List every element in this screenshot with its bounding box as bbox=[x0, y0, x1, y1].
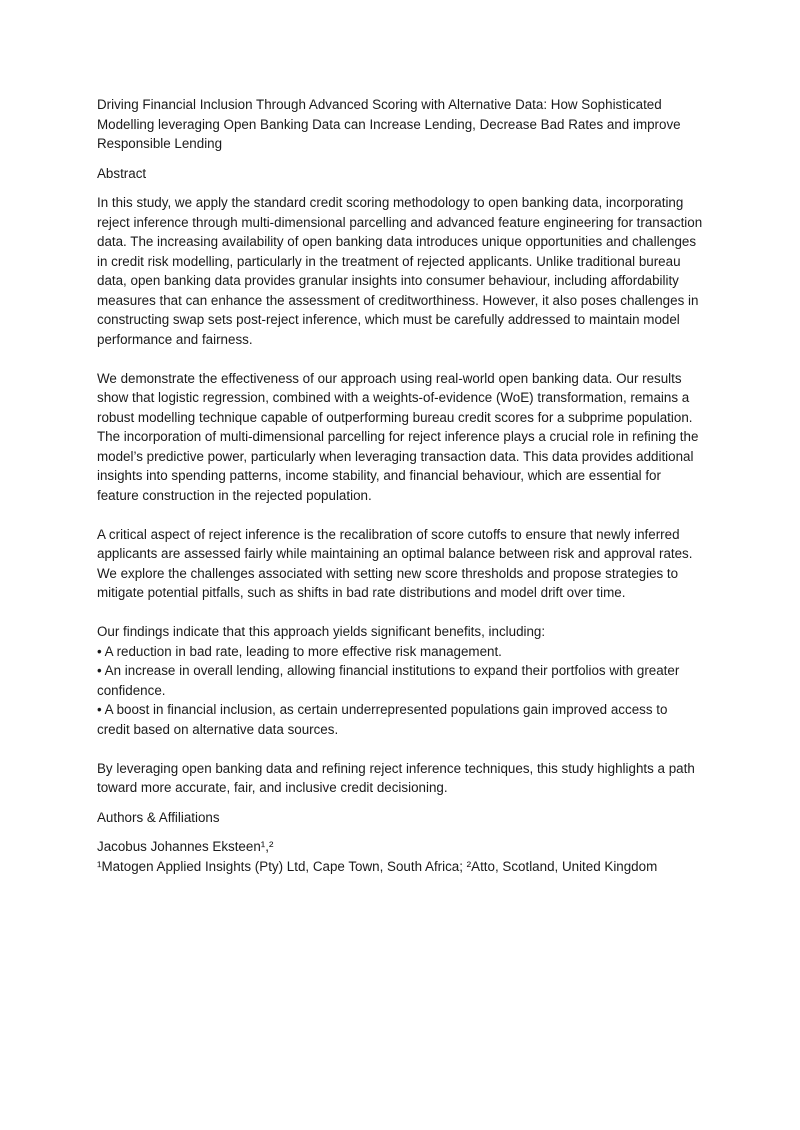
paper-title: Driving Financial Inclusion Through Advanced Scoring with Alternative Data: How Sophisticated Modelling leveraging Open Banking Data can Increase Lending, Decrease Bad Rates and improve Responsible Lending bbox=[97, 97, 681, 151]
findings-list bbox=[97, 622, 703, 739]
list-item: • An increase in overall lending, allowing financial institutions to expand their portfolios with greater confidence. bbox=[97, 663, 680, 698]
list-item: • A boost in financial inclusion, as certain underrepresented populations gain improved access to credit based on alternative data sources. bbox=[97, 702, 668, 737]
document-page bbox=[97, 95, 703, 876]
abstract-paragraph-1: In this study, we apply the standard credit scoring methodology to open banking data, incorporating reject inference through multi-dimensional parcelling and advanced feature engineering for transaction data. The increasing availability of open banking data introduces unique opportunities and challenges in credit risk modelling, particularly in the treatment of rejected applicants. Unlike traditional bureau data, open banking data provides granular insights into consumer behaviour, including affordability measures that can enhance the assessment of creditworthiness. However, it also poses challenges in constructing swap sets post-reject inference, which must be carefully addressed to maintain model performance and fairness. bbox=[97, 195, 703, 347]
author-line: Jacobus Johannes Eksteen¹,² bbox=[97, 839, 274, 854]
findings-intro: Our findings indicate that this approach yields significant benefits, including: bbox=[97, 624, 546, 639]
closing-paragraph: By leveraging open banking data and refining reject inference techniques, this study highlights a path toward more accurate, fair, and inclusive credit decisioning. bbox=[97, 760, 695, 795]
abstract-paragraph-3: A critical aspect of reject inference is the recalibration of score cutoffs to ensure that newly inferred applicants are assessed fairly while maintaining an optimal balance between risk and approval rates. We explore the challenges associated with setting new score thresholds and propose strategies to mitigate potential pitfalls, such as shifts in bad rate distributions and model drift over time. bbox=[97, 526, 693, 600]
list-item: • A reduction in bad rate, leading to more effective risk management. bbox=[97, 643, 502, 659]
affiliations-line: ¹Matogen Applied Insights (Pty) Ltd, Cape Town, South Africa; ²Atto, Scotland, United Kingdom bbox=[97, 858, 658, 874]
abstract-heading: Abstract bbox=[97, 165, 147, 181]
authors-heading: Authors & Affiliations bbox=[97, 809, 220, 825]
abstract-paragraph-2: We demonstrate the effectiveness of our approach using real-world open banking data. Our results show that logistic regression, combined with a weights-of-evidence (WoE) transformation, remains a robust modelling technique capable of outperforming bureau credit scores for a subprime population. The incorporation of multi-dimensional parcelling for reject inference plays a crucial role in refining the model’s predictive power, particularly when leveraging transaction data. This data provides additional insights into spending patterns, income stability, and financial behaviour, which are essential for feature construction in the rejected population. bbox=[97, 370, 699, 503]
